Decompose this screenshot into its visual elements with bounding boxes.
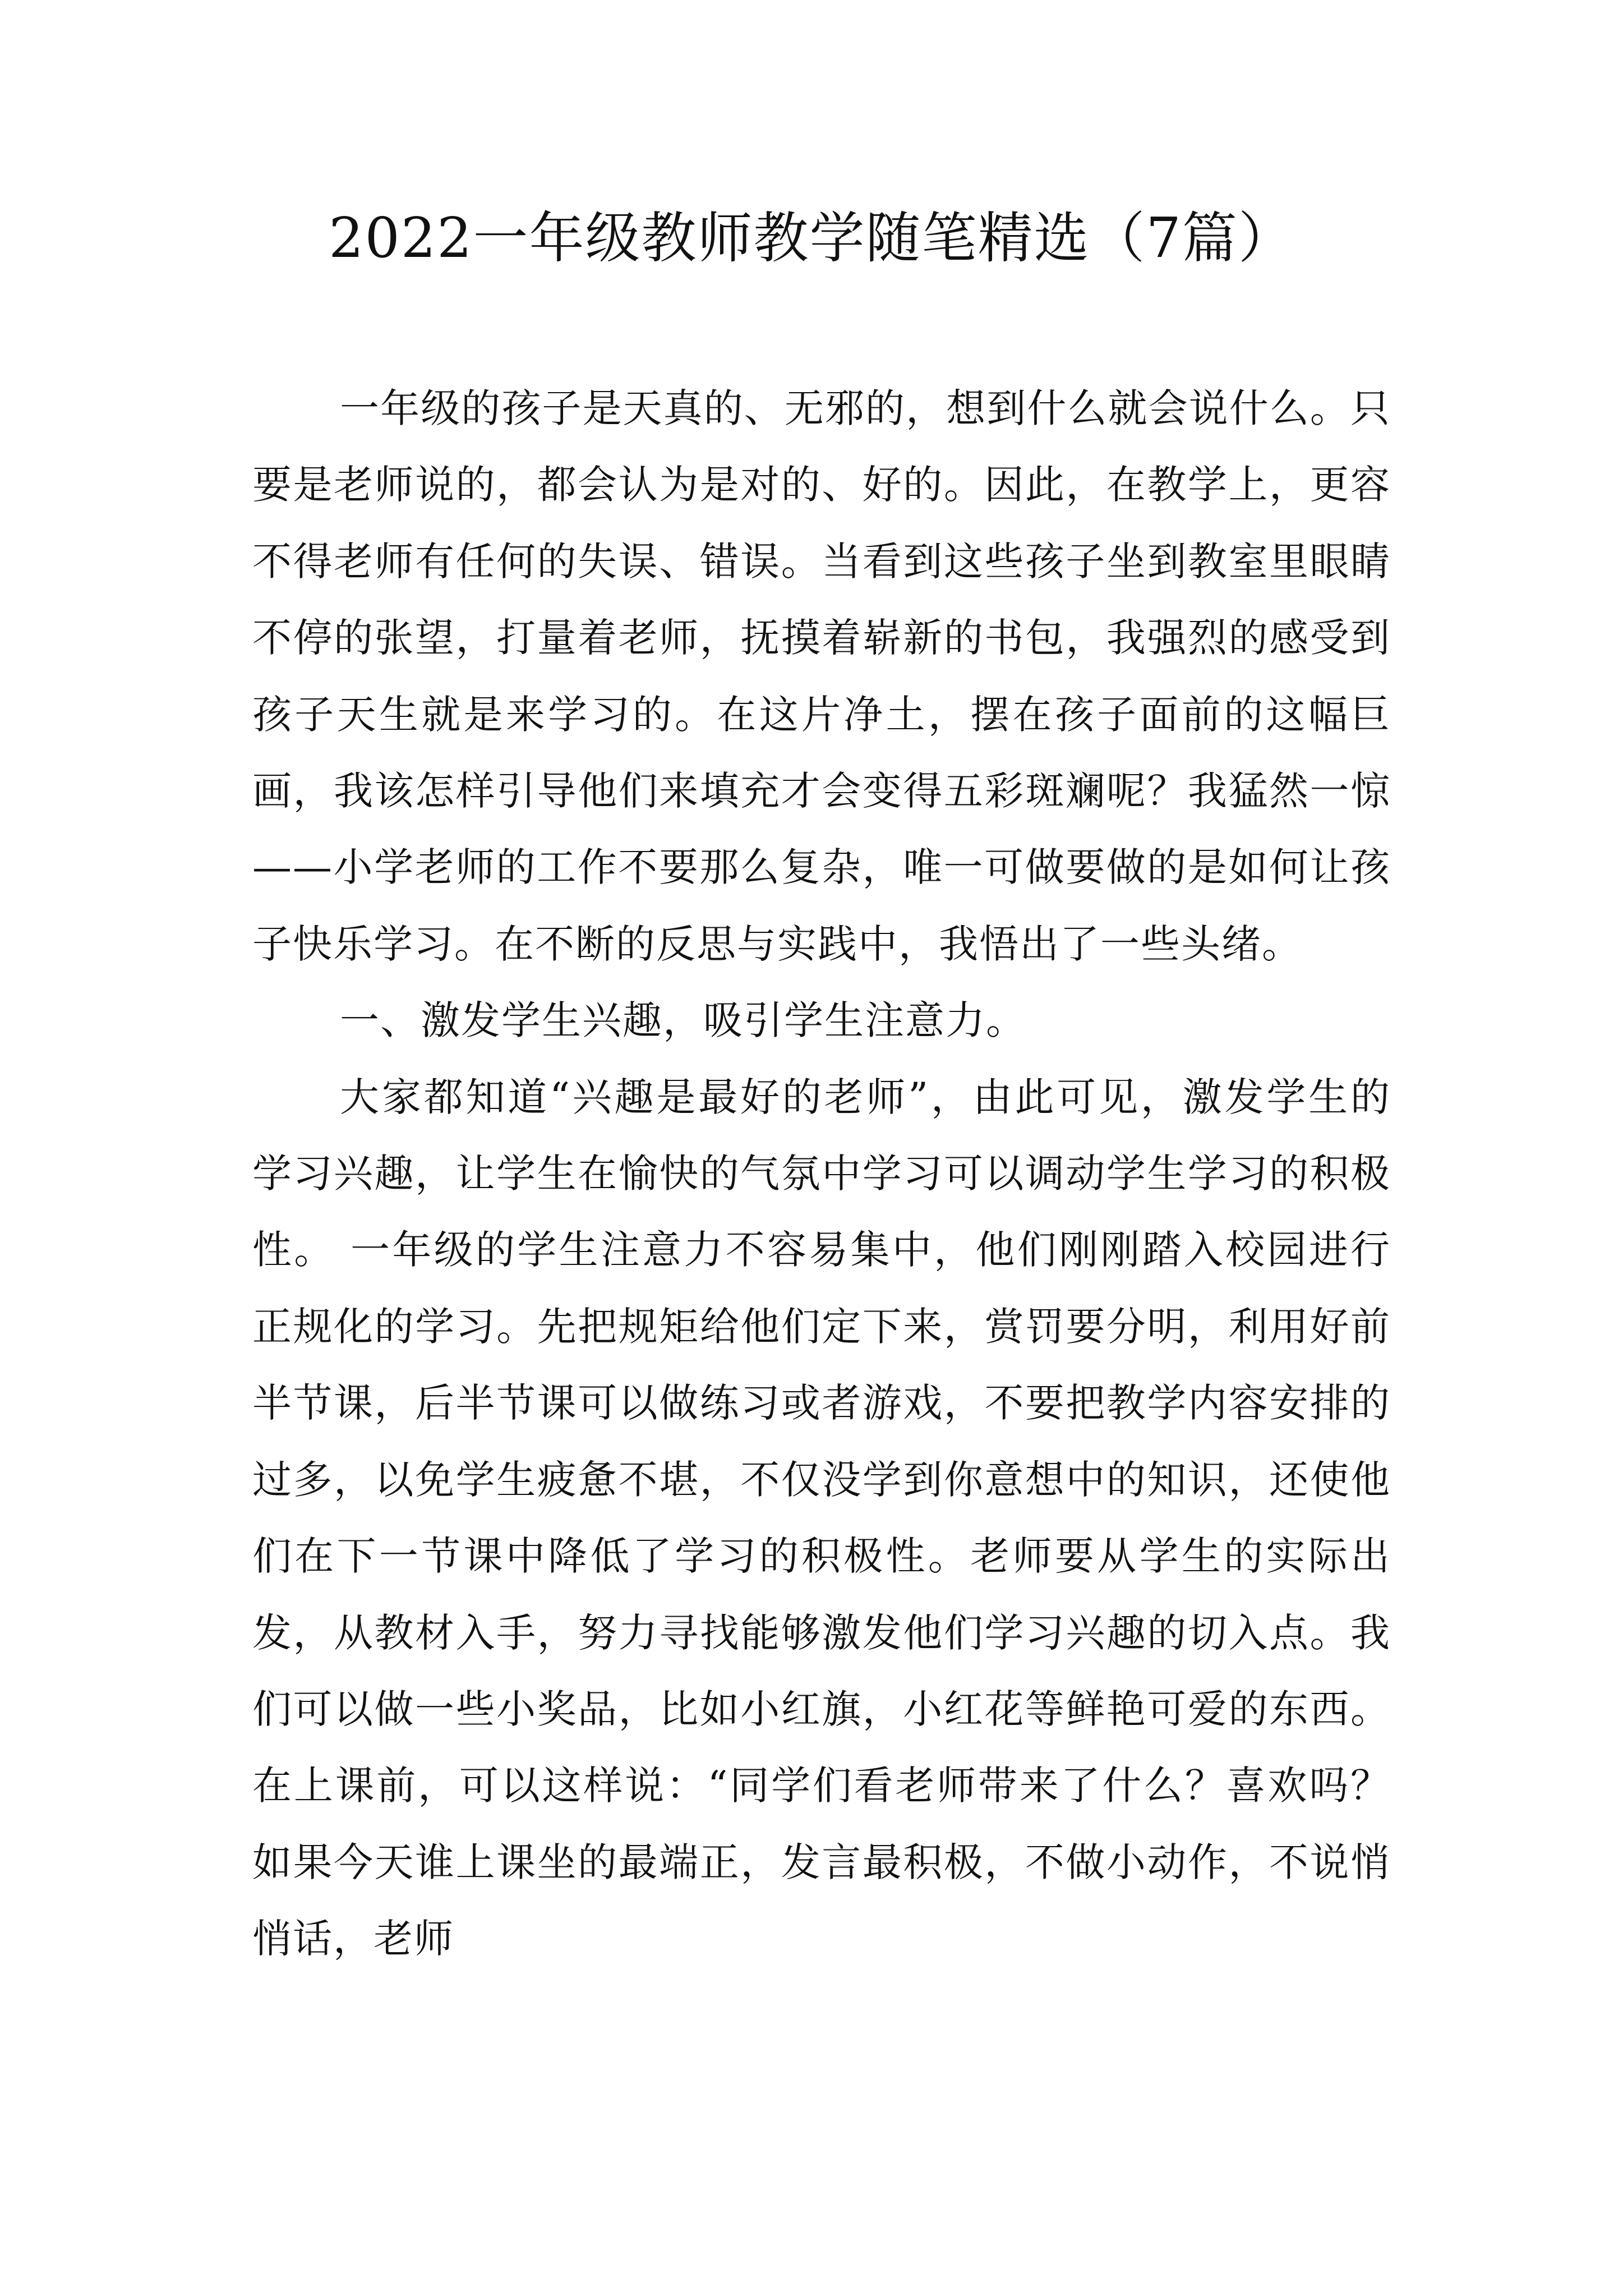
section-heading-interest: 一、激发学生兴趣，吸引学生注意力。 bbox=[340, 997, 1026, 1044]
body-paragraph-interest: 大家都知道“兴趣是最好的老师”，由此可见，激发学生的学习兴趣，让学生在愉快的气氛中学习可以调动学生学习的积极性。 一年级的学生注意力不容易集中，他们刚刚踏入校园进行正规化的学习。先把规矩给他们定下来，赏罚要分明，利用好前半节课，后半节课可以做练习或者游戏，不要把教学内容安排的过多，以免学生疲惫不堪，不仅没学到你意想中的知识，还使他们在下一节课中降低了学习的积极性。老师要从学生的实际出发，从教材入手，努力寻找能够激发他们学习兴趣的切入点。我们可以做一些小奖品，比如小红旗，小红花等鲜艳可爱的东西。在上课前，可以这样说：“同学们看老师带来了什么？喜欢吗？如果今天谁上课坐的最端正，发言最积极，不做小动作，不说悄悄话，老师 bbox=[252, 1074, 1391, 1962]
document-body bbox=[252, 370, 1391, 1977]
body-paragraph-intro: 一年级的孩子是天真的、无邪的，想到什么就会说什么。只要是老师说的，都会认为是对的、好的。因此，在教学上，更容不得老师有任何的失误、错误。当看到这些孩子坐到教室里眼睛不停的张望，打量着老师，抚摸着崭新的书包，我强烈的感受到孩子天生就是来学习的。在这片净土，摆在孩子面前的这幅巨画，我该怎样引导他们来填充才会变得五彩斑斓呢？我猛然一惊——小学老师的工作不要那么复杂，唯一可做要做的是如何让孩子快乐学习。在不断的反思与实践中，我悟出了一些头绪。 bbox=[252, 385, 1391, 967]
document-title: 2022一年级教师教学随笔精选（7篇） bbox=[329, 206, 1294, 270]
